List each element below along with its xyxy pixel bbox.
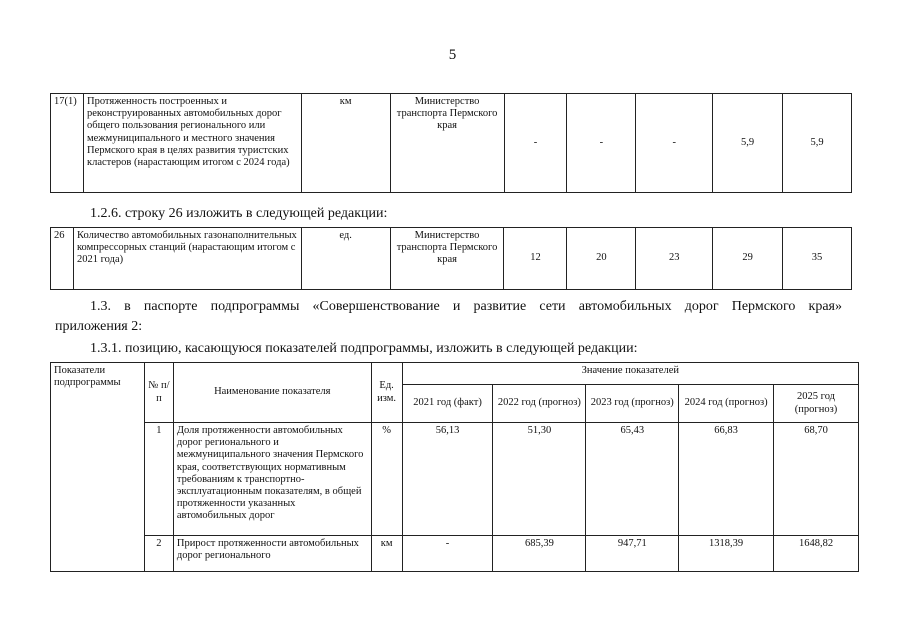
ministry-cell: Министерство транспорта Пермского края	[390, 228, 504, 290]
paragraph-1-3-cont: приложения 2:	[55, 319, 143, 334]
header-num: № п/п	[144, 363, 173, 423]
row-number: 2	[144, 536, 173, 572]
indicator-name: Количество автомобильных газонаполнительных компрессорных станций (нарастающим итогом с 2021 года)	[73, 228, 301, 290]
unit-cell: %	[371, 423, 402, 536]
value-cell: -	[504, 94, 567, 193]
header-name: Наименование показателя	[173, 363, 371, 423]
indicator-name: Доля протяженности автомобильных дорог регионального и межмуниципального значения Пермского края, соответствующих нормативным требованиям к транспортно-эксплуатационным показателям, в общей протяженности указанных автомобильных дорог	[173, 423, 371, 536]
page-number: 5	[448, 47, 457, 63]
value-cell: 20	[567, 228, 636, 290]
row-number: 17(1)	[51, 94, 84, 193]
value-cell: 35	[783, 228, 852, 290]
year-header: 2022 год (прогноз)	[493, 385, 586, 423]
table-row	[51, 423, 859, 536]
value-cell: 685,39	[493, 536, 586, 572]
table-row	[51, 536, 859, 572]
value-cell: 5,9	[783, 94, 852, 193]
value-cell: 12	[504, 228, 567, 290]
table-row-17-1	[50, 93, 852, 193]
paragraph-1-3: 1.3. в паспорте подпрограммы «Совершенствование и развитие сети автомобильных дорог Пермского края»	[90, 299, 842, 314]
section-header: Показатели подпрограммы	[51, 363, 145, 572]
indicator-name: Протяженность построенных и реконструированных автомобильных дорог общего пользования регионального или межмуниципального и местного значения Пермского края в целях развития туристских кластеров (нарастающим итогом с 2024 года)	[83, 94, 301, 193]
header-unit: Ед. изм.	[371, 363, 402, 423]
row-number: 1	[144, 423, 173, 536]
unit-cell: ед.	[301, 228, 390, 290]
value-cell: 65,43	[586, 423, 679, 536]
year-header: 2025 год (прогноз)	[774, 385, 859, 423]
table-row-26	[50, 227, 852, 290]
value-cell: 1318,39	[679, 536, 774, 572]
year-header: 2023 год (прогноз)	[586, 385, 679, 423]
value-cell: 23	[636, 228, 713, 290]
header-values: Значение показателей	[402, 363, 858, 385]
value-cell: -	[636, 94, 713, 193]
value-cell: 1648,82	[774, 536, 859, 572]
value-cell: 5,9	[713, 94, 783, 193]
value-cell: 66,83	[679, 423, 774, 536]
unit-cell: км	[371, 536, 402, 572]
row-number: 26	[51, 228, 74, 290]
value-cell: 947,71	[586, 536, 679, 572]
value-cell: 56,13	[402, 423, 493, 536]
ministry-cell: Министерство транспорта Пермского края	[390, 94, 504, 193]
paragraph-1-2-6: 1.2.6. строку 26 изложить в следующей редакции:	[90, 206, 388, 221]
year-header: 2021 год (факт)	[402, 385, 493, 423]
value-cell: -	[567, 94, 636, 193]
value-cell: 51,30	[493, 423, 586, 536]
value-cell: 68,70	[774, 423, 859, 536]
unit-cell: км	[301, 94, 390, 193]
indicators-table	[50, 362, 859, 572]
indicator-name: Прирост протяженности автомобильных дорог регионального	[173, 536, 371, 572]
value-cell: 29	[713, 228, 783, 290]
year-header: 2024 год (прогноз)	[679, 385, 774, 423]
value-cell: -	[402, 536, 493, 572]
paragraph-1-3-1: 1.3.1. позицию, касающуюся показателей подпрограммы, изложить в следующей редакции:	[90, 341, 638, 356]
